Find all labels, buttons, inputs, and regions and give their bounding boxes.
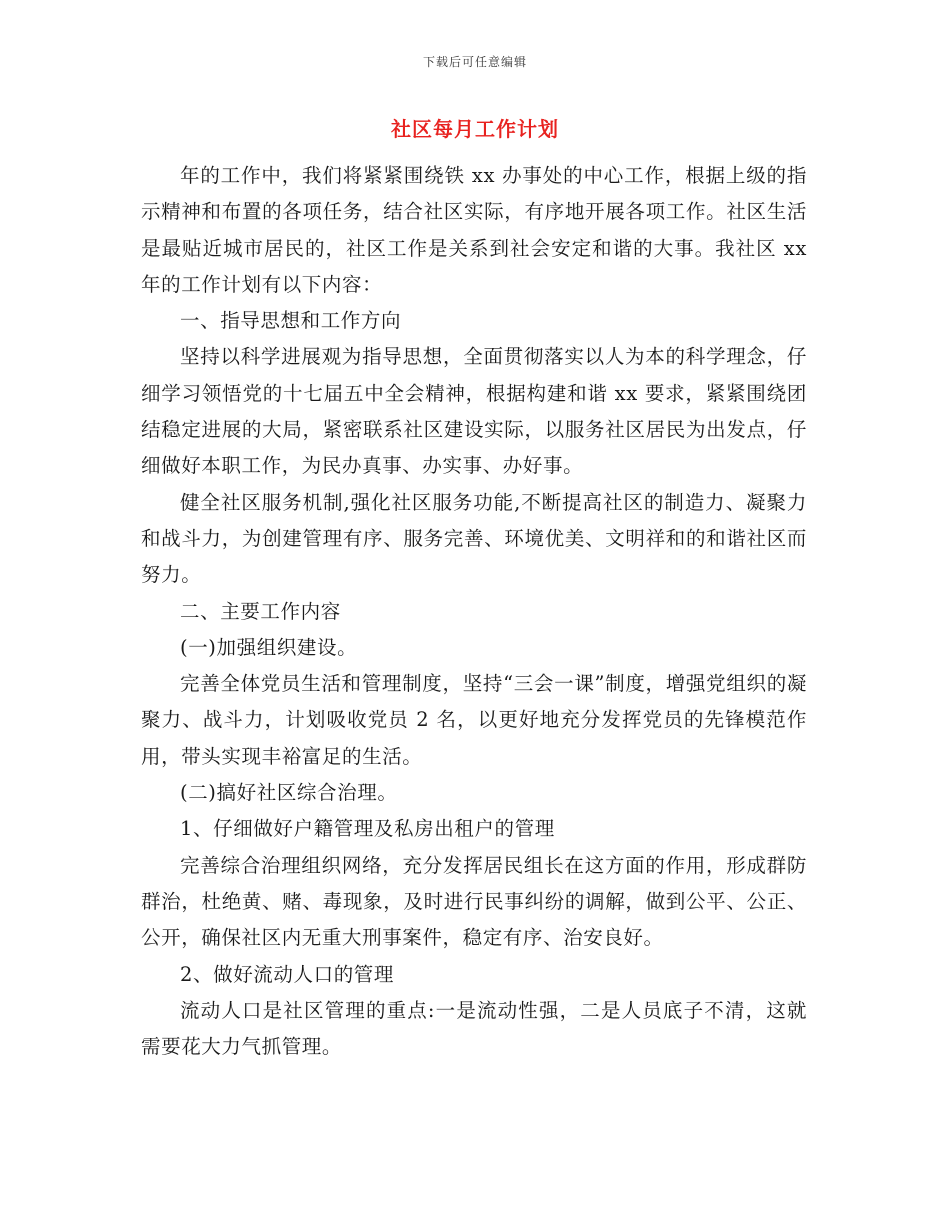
item-household-management: 1、仔细做好户籍管理及私房出租户的管理 (180, 817, 555, 841)
document-title: 社区每月工作计划 (391, 117, 559, 141)
section-heading-guiding-ideology: 一、指导思想和工作方向 (180, 309, 402, 333)
paragraph-governance-network: 完善综合治理组织网络，充分发挥居民组长在这方面的作用，形成群防群治，杜绝黄、赌、毒现象，及时进行民事纠纷的调解，做到公平、公正、公开，确保社区内无重大刑事案件，稳定有序、治安良好。 (141, 853, 807, 950)
paragraph-guiding-ideology: 坚持以科学进展观为指导思想，全面贯彻落实以人为本的科学理念，仔细学习领悟党的十七届五中全会精神，根据构建和谐 xx 要求，紧紧围绕团结稳定进展的大局，紧密联系社区建设实际，以服务社区居民为出发点，仔细做好本职工作，为民办真事、办实事、办好事。 (141, 345, 807, 478)
paragraph-service-mechanism: 健全社区服务机制,强化社区服务功能,不断提高社区的制造力、凝聚力和战斗力，为创建管理有序、服务完善、环境优美、文明祥和的和谐社区而努力。 (141, 490, 807, 587)
paragraph-intro: 年的工作中，我们将紧紧围绕铁 xx 办事处的中心工作，根据上级的指示精神和布置的各项任务，结合社区实际，有序地开展各项工作。社区生活是最贴近城市居民的，社区工作是关系到社会安定和谐的大事。我社区 xx 年的工作计划有以下内容： (141, 164, 807, 296)
subheading-organization: (一)加强组织建设。 (180, 635, 358, 659)
subheading-governance: (二)搞好社区综合治理。 (180, 781, 398, 805)
download-note: 下载后可任意编辑 (422, 55, 527, 69)
item-floating-population: 2、做好流动人口的管理 (180, 962, 395, 986)
document-body (141, 158, 807, 1065)
section-heading-main-work: 二、主要工作内容 (180, 599, 341, 623)
paragraph-organization: 完善全体党员生活和管理制度，坚持“三会一课”制度，增强党组织的凝聚力、战斗力，计划吸收党员 2 名，以更好地充分发挥党员的先锋模范作用，带头实现丰裕富足的生活。 (141, 672, 807, 768)
paragraph-floating-population: 流动人口是社区管理的重点:一是流动性强，二是人员底子不清，这就需要花大力气抓管理。 (141, 998, 807, 1059)
